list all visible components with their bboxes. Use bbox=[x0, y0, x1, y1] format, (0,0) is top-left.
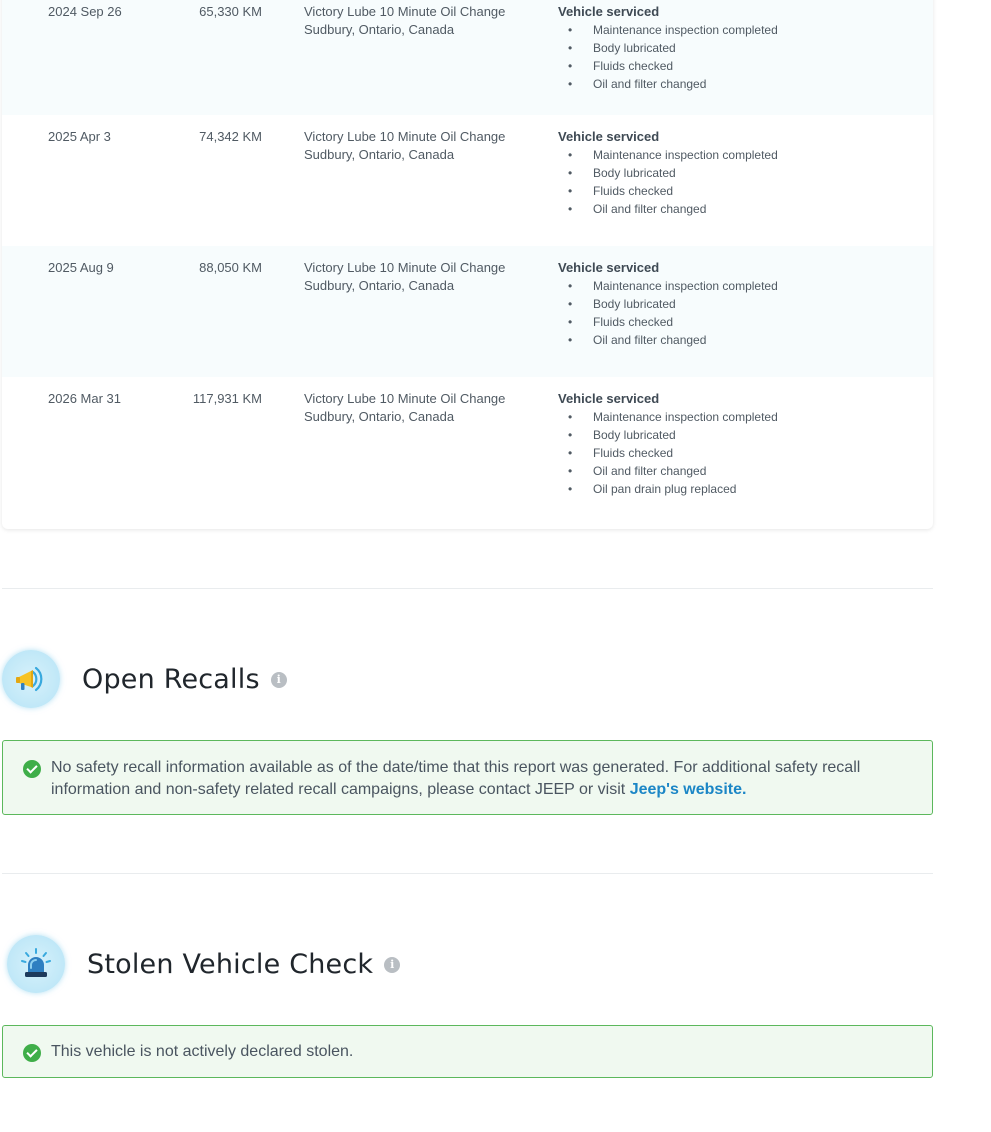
record-source bbox=[304, 128, 544, 164]
service-record-row bbox=[2, 115, 933, 246]
section-divider bbox=[2, 873, 933, 874]
megaphone-icon bbox=[2, 650, 60, 708]
detail-item: • Fluids checked bbox=[558, 57, 918, 75]
record-details bbox=[558, 128, 918, 218]
record-source bbox=[304, 390, 544, 426]
source-location: Sudbury, Ontario, Canada bbox=[304, 22, 455, 37]
source-name: Victory Lube 10 Minute Oil Change bbox=[304, 4, 506, 19]
stolen-check-alert bbox=[2, 1025, 933, 1078]
detail-item: • Body lubricated bbox=[558, 164, 918, 182]
open-recalls-header bbox=[2, 650, 287, 708]
source-location: Sudbury, Ontario, Canada bbox=[304, 409, 455, 424]
detail-title: Vehicle serviced bbox=[558, 391, 660, 406]
record-date: 2025 Apr 3 bbox=[48, 129, 111, 144]
source-name: Victory Lube 10 Minute Oil Change bbox=[304, 260, 506, 275]
record-date: 2026 Mar 31 bbox=[48, 391, 121, 406]
check-circle-icon bbox=[23, 760, 41, 778]
record-source bbox=[304, 259, 544, 295]
detail-item: • Fluids checked bbox=[558, 182, 918, 200]
detail-item: • Fluids checked bbox=[558, 313, 918, 331]
record-date: 2024 Sep 26 bbox=[48, 4, 122, 19]
service-record-row bbox=[2, 377, 933, 529]
record-details bbox=[558, 259, 918, 349]
stolen-check-title: Stolen Vehicle Check bbox=[87, 948, 374, 980]
stolen-check-header bbox=[7, 935, 400, 993]
recalls-message: No safety recall information available as of the date/time that this report was generated. For additional safety recall information and non-safety related recall campaigns, please contact JEEP or visit bbox=[51, 759, 861, 798]
service-history-card bbox=[2, 0, 933, 529]
detail-item: • Body lubricated bbox=[558, 426, 918, 444]
record-source bbox=[304, 3, 544, 39]
recalls-alert bbox=[2, 740, 933, 815]
source-name: Victory Lube 10 Minute Oil Change bbox=[304, 129, 506, 144]
detail-item: • Body lubricated bbox=[558, 295, 918, 313]
detail-item: • Fluids checked bbox=[558, 444, 918, 462]
detail-item: • Oil and filter changed bbox=[558, 75, 918, 93]
source-location: Sudbury, Ontario, Canada bbox=[304, 147, 455, 162]
recalls-message-block bbox=[51, 757, 892, 801]
record-date: 2025 Aug 9 bbox=[48, 260, 114, 275]
siren-icon bbox=[7, 935, 65, 993]
service-record-row bbox=[2, 246, 933, 377]
record-details bbox=[558, 3, 918, 93]
detail-list bbox=[558, 408, 918, 498]
detail-item: • Oil pan drain plug replaced bbox=[558, 480, 918, 498]
detail-list bbox=[558, 146, 918, 218]
detail-title: Vehicle serviced bbox=[558, 129, 660, 144]
detail-item: • Maintenance inspection completed bbox=[558, 408, 918, 426]
source-location: Sudbury, Ontario, Canada bbox=[304, 278, 455, 293]
info-icon[interactable]: i bbox=[384, 957, 400, 973]
detail-item: • Maintenance inspection completed bbox=[558, 146, 918, 164]
detail-item: • Oil and filter changed bbox=[558, 462, 918, 480]
detail-item: • Body lubricated bbox=[558, 39, 918, 57]
service-record-row bbox=[2, 0, 933, 115]
detail-item: • Oil and filter changed bbox=[558, 200, 918, 218]
record-odometer: 65,330 KM bbox=[199, 4, 262, 19]
detail-item: • Oil and filter changed bbox=[558, 331, 918, 349]
detail-title: Vehicle serviced bbox=[558, 4, 660, 19]
section-divider bbox=[2, 588, 933, 589]
open-recalls-title: Open Recalls bbox=[82, 663, 260, 695]
detail-item: • Maintenance inspection completed bbox=[558, 277, 918, 295]
detail-title: Vehicle serviced bbox=[558, 260, 660, 275]
stolen-message: This vehicle is not actively declared stolen. bbox=[51, 1043, 354, 1060]
record-odometer: 88,050 KM bbox=[199, 260, 262, 275]
record-odometer: 74,342 KM bbox=[199, 129, 262, 144]
detail-item: • Maintenance inspection completed bbox=[558, 21, 918, 39]
info-icon[interactable]: i bbox=[271, 672, 287, 688]
check-circle-icon bbox=[23, 1044, 41, 1062]
detail-list bbox=[558, 277, 918, 349]
record-details bbox=[558, 390, 918, 498]
record-odometer: 117,931 KM bbox=[192, 391, 262, 406]
jeep-website-link[interactable]: Jeep's website. bbox=[629, 781, 747, 798]
detail-list bbox=[558, 21, 918, 93]
source-name: Victory Lube 10 Minute Oil Change bbox=[304, 391, 506, 406]
